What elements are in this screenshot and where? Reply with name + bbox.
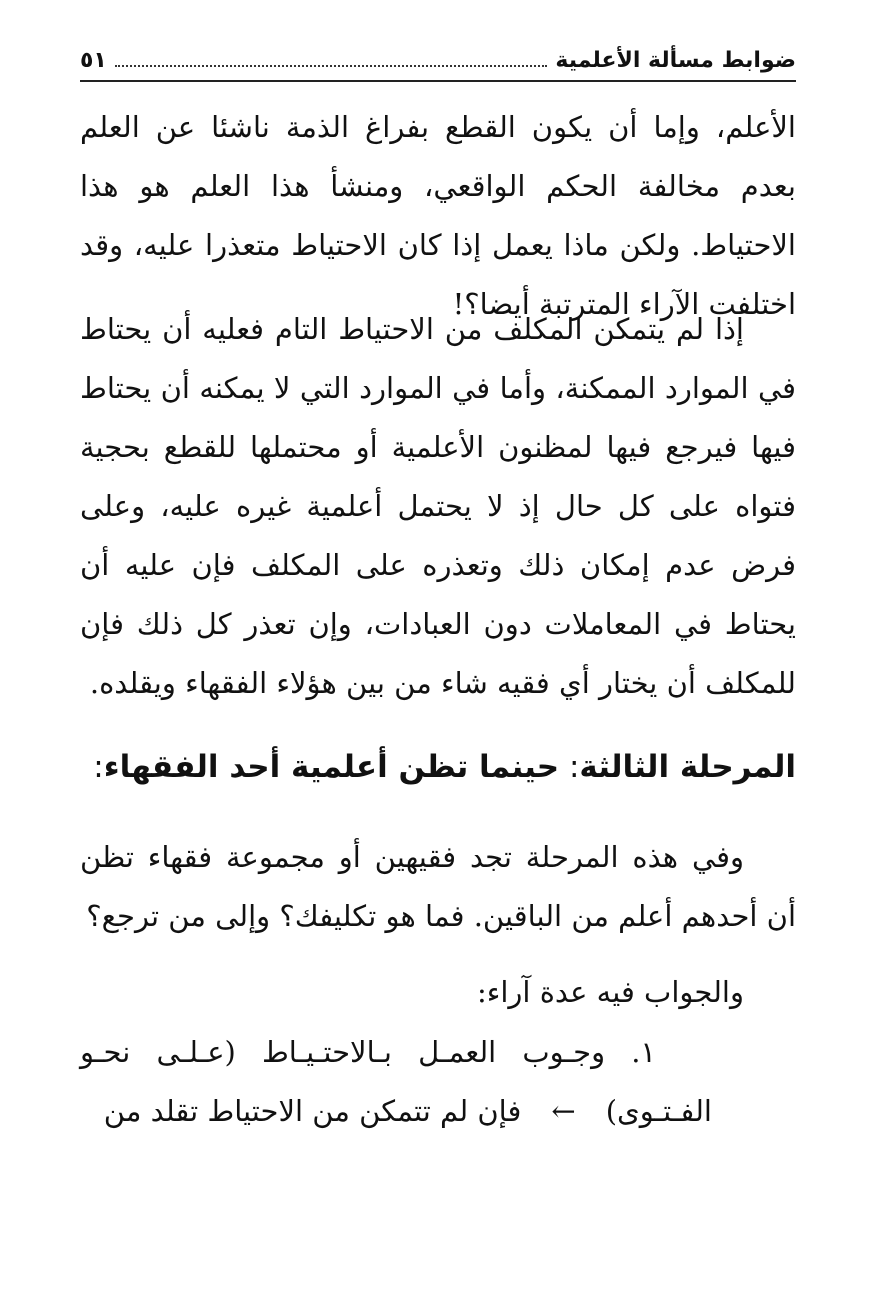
list-item-1-line-1: [80, 1023, 796, 1082]
arrow-left-icon: ←: [551, 1094, 576, 1128]
list-word: وجـوب: [522, 1035, 606, 1069]
header-dot-leader: [115, 65, 548, 67]
section-heading-question: حينما تظن أعلمية أحد الفقهاء: [103, 749, 560, 785]
running-header: [80, 40, 796, 82]
list-item-continuation-rest: فإن لم تتمكن من الاحتياط تقلد من: [103, 1094, 522, 1128]
paragraph-continuation: الأعلم، وإما أن يكون القطع بفراغ الذمة ناشئا عن العلم بعدم مخالفة الحكم الواقعي، ومنشأ هذا العلم هو هذا الاحتياط. ولكن ماذا يعمل إذا كان الاحتياط متعذرا عليه، وقد اختلفت الآراء المترتبة أيضا؟!: [80, 110, 796, 321]
list-item-1-line-2: [80, 1082, 796, 1141]
opinions-list: [80, 1023, 796, 1141]
list-item-continuation: الفـتـوى): [605, 1094, 712, 1128]
answers-intro-text: والجواب فيه عدة آراء:: [476, 975, 744, 1009]
list-word: العمـل: [418, 1035, 497, 1069]
section-heading: [80, 742, 796, 792]
list-word: نحـو: [80, 1035, 131, 1069]
paragraph-answer: إذا لم يتمكن المكلف من الاحتياط التام فعليه أن يحتاط في الموارد الممكنة، وأما في الموارد التي لا يمكنه أن يحتاط فيها فيرجع فيها لمظنون الأعلمية أو محتملها للقطع بحجية فتواه على كل حال إذ لا يحتمل أعلمية غيره عليه، وعلى فرض عدم إمكان ذلك وتعذره على المكلف فإن عليه أن يحتاط في المعاملات دون العبادات، وإن تعذر كل ذلك فإن للمكلف أن يختار أي فقيه شاء من بين هؤلاء الفقهاء ويقلده.: [80, 312, 796, 700]
header-title: ضوابط مسألة الأعلمية: [555, 47, 796, 73]
paragraph-answers-intro: [80, 963, 796, 1022]
section-heading-label: المرحلة الثالثة: [579, 749, 796, 785]
section-heading-colon: :: [559, 749, 580, 785]
list-item-number: ١.: [631, 1035, 656, 1069]
list-word: (عـلـى: [156, 1035, 236, 1069]
list-word: بـالاحتـيـاط: [261, 1035, 392, 1069]
section-heading-end: :: [93, 749, 104, 785]
page-number: ٥١: [80, 47, 107, 73]
paragraph-stage-intro: وفي هذه المرحلة تجد فقيهين أو مجموعة فقهاء تظن أن أحدهم أعلم من الباقين. فما هو تكليفك؟ وإلى من ترجع؟: [80, 840, 796, 933]
